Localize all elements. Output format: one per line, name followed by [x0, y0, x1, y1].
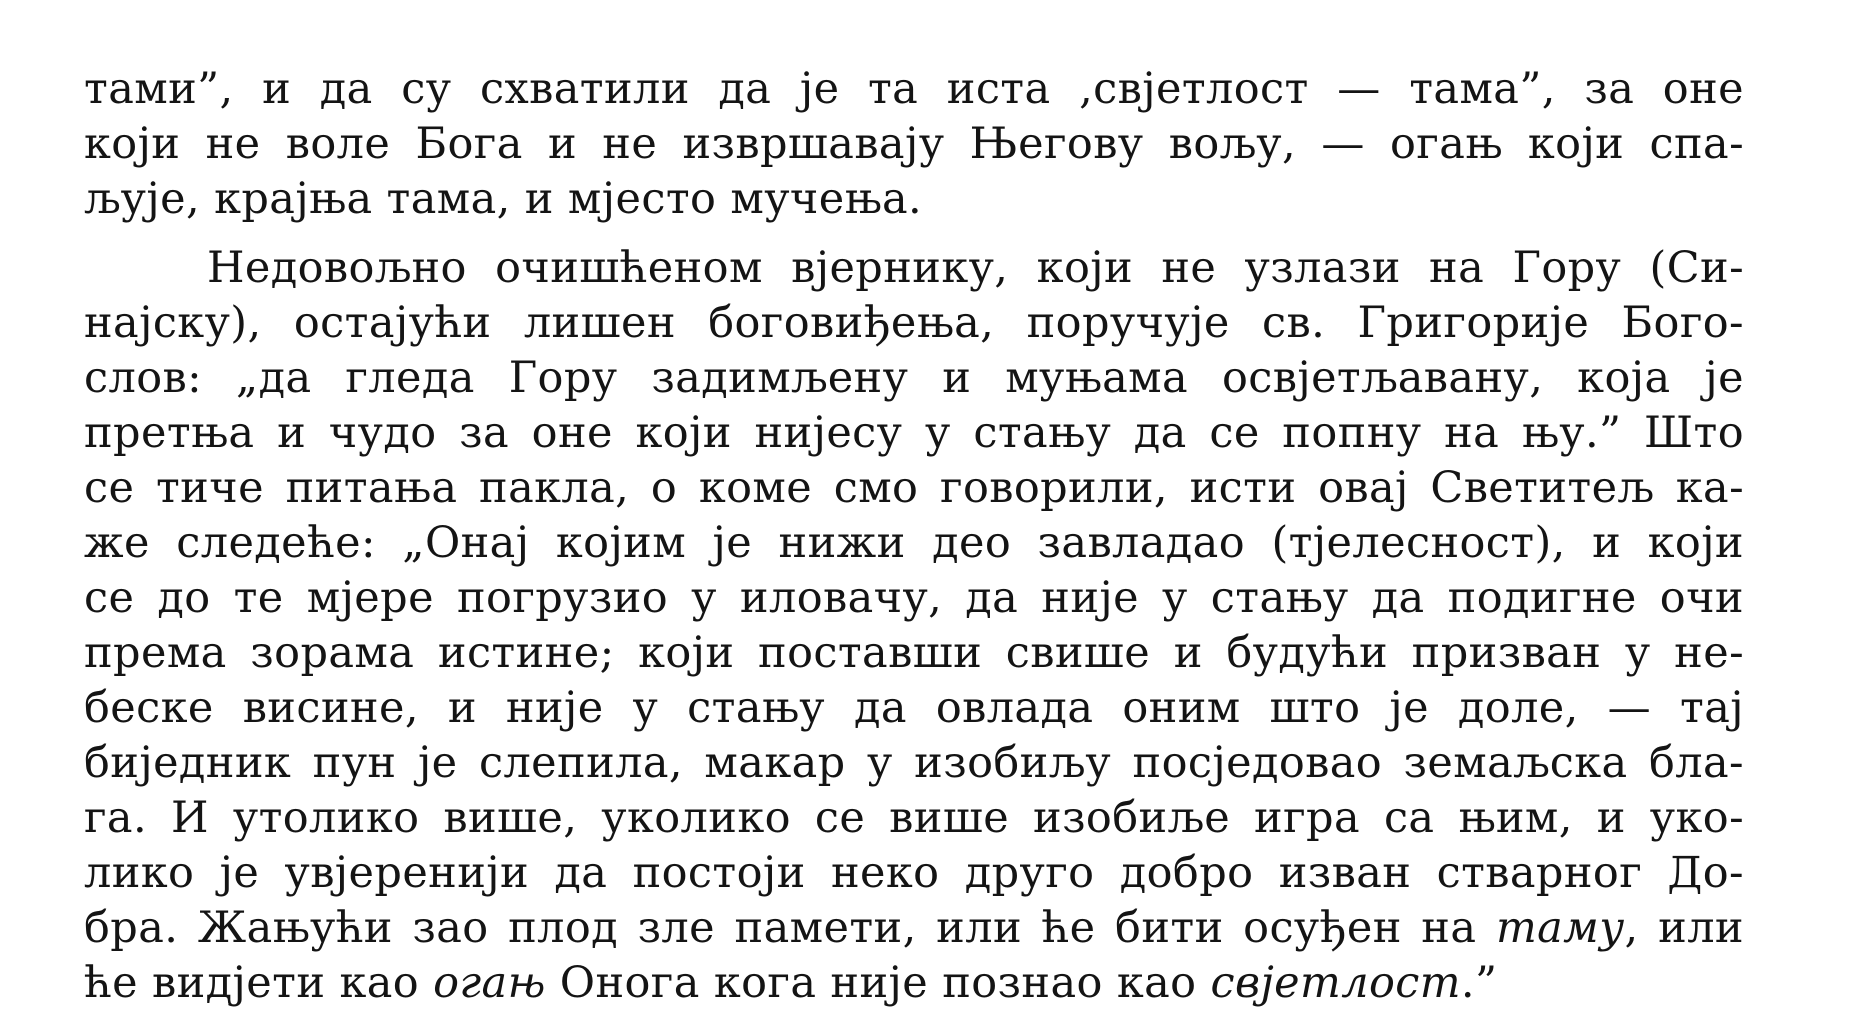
line-text: , или — [1624, 903, 1744, 953]
italic-word: таму — [1495, 903, 1625, 953]
paragraph-gap — [84, 227, 1744, 241]
text-line: најску), остајући лишен боговиђења, поручује св. Григорије Бого- — [84, 298, 1744, 348]
text-line: тами”, и да су схватили да је та иста ,свјетлост — тама”, за оне — [84, 64, 1744, 114]
text-line: према зорама истине; који поставши свише и будући призван у не- — [84, 628, 1744, 678]
text-line — [84, 956, 1744, 1011]
text-line: биједник пун је слепила, макар у изобиљу посједовао земаљска бла- — [84, 738, 1744, 788]
text-line: се до те мјере погрузио у иловачу, да није у стању да подигне очи — [84, 573, 1744, 623]
line-text: бра. Жањући зао плод зле памети, или ће бити осуђен на — [84, 903, 1496, 953]
line-text: ће видјети као — [84, 958, 434, 1008]
paragraph-2 — [84, 241, 1744, 1011]
text-line: лико је увјеренији да постоји неко друго добро изван стварног До- — [84, 848, 1744, 898]
text-line — [84, 901, 1744, 956]
text-line: же следеће: „Онај којим је нижи део завладао (тјелесност), и који — [84, 518, 1744, 568]
text-line: га. И утолико више, уколико се више изобиље игра са њим, и уко- — [84, 793, 1744, 843]
italic-word: огањ — [433, 958, 546, 1008]
text-line: љује, крајња тама, и мјесто мучења. — [84, 174, 923, 224]
text-line: Недовољно очишћеном вјернику, који не узлази на Гору (Си- — [207, 243, 1744, 293]
paragraph-1 — [84, 62, 1744, 227]
text-line: беске висине, и није у стању да овлада оним што је доле, — тај — [84, 683, 1744, 733]
line-text: Онога кога није познао као — [545, 958, 1211, 1008]
text-line: се тиче питања пакла, о коме смо говорили, исти овај Светитељ ка- — [84, 463, 1744, 513]
document-page — [84, 62, 1744, 1011]
text-line: претња и чудо за оне који нијесу у стању да се попну на њу.” Што — [84, 408, 1744, 458]
line-text: .” — [1460, 958, 1498, 1008]
text-line: слов: „да гледа Гору задимљену и муњама освјетљавану, која је — [84, 353, 1744, 403]
text-line: који не воле Бога и не извршавају Његову вољу, — огањ који спа- — [84, 119, 1744, 169]
italic-word: свјетлост — [1210, 958, 1461, 1008]
